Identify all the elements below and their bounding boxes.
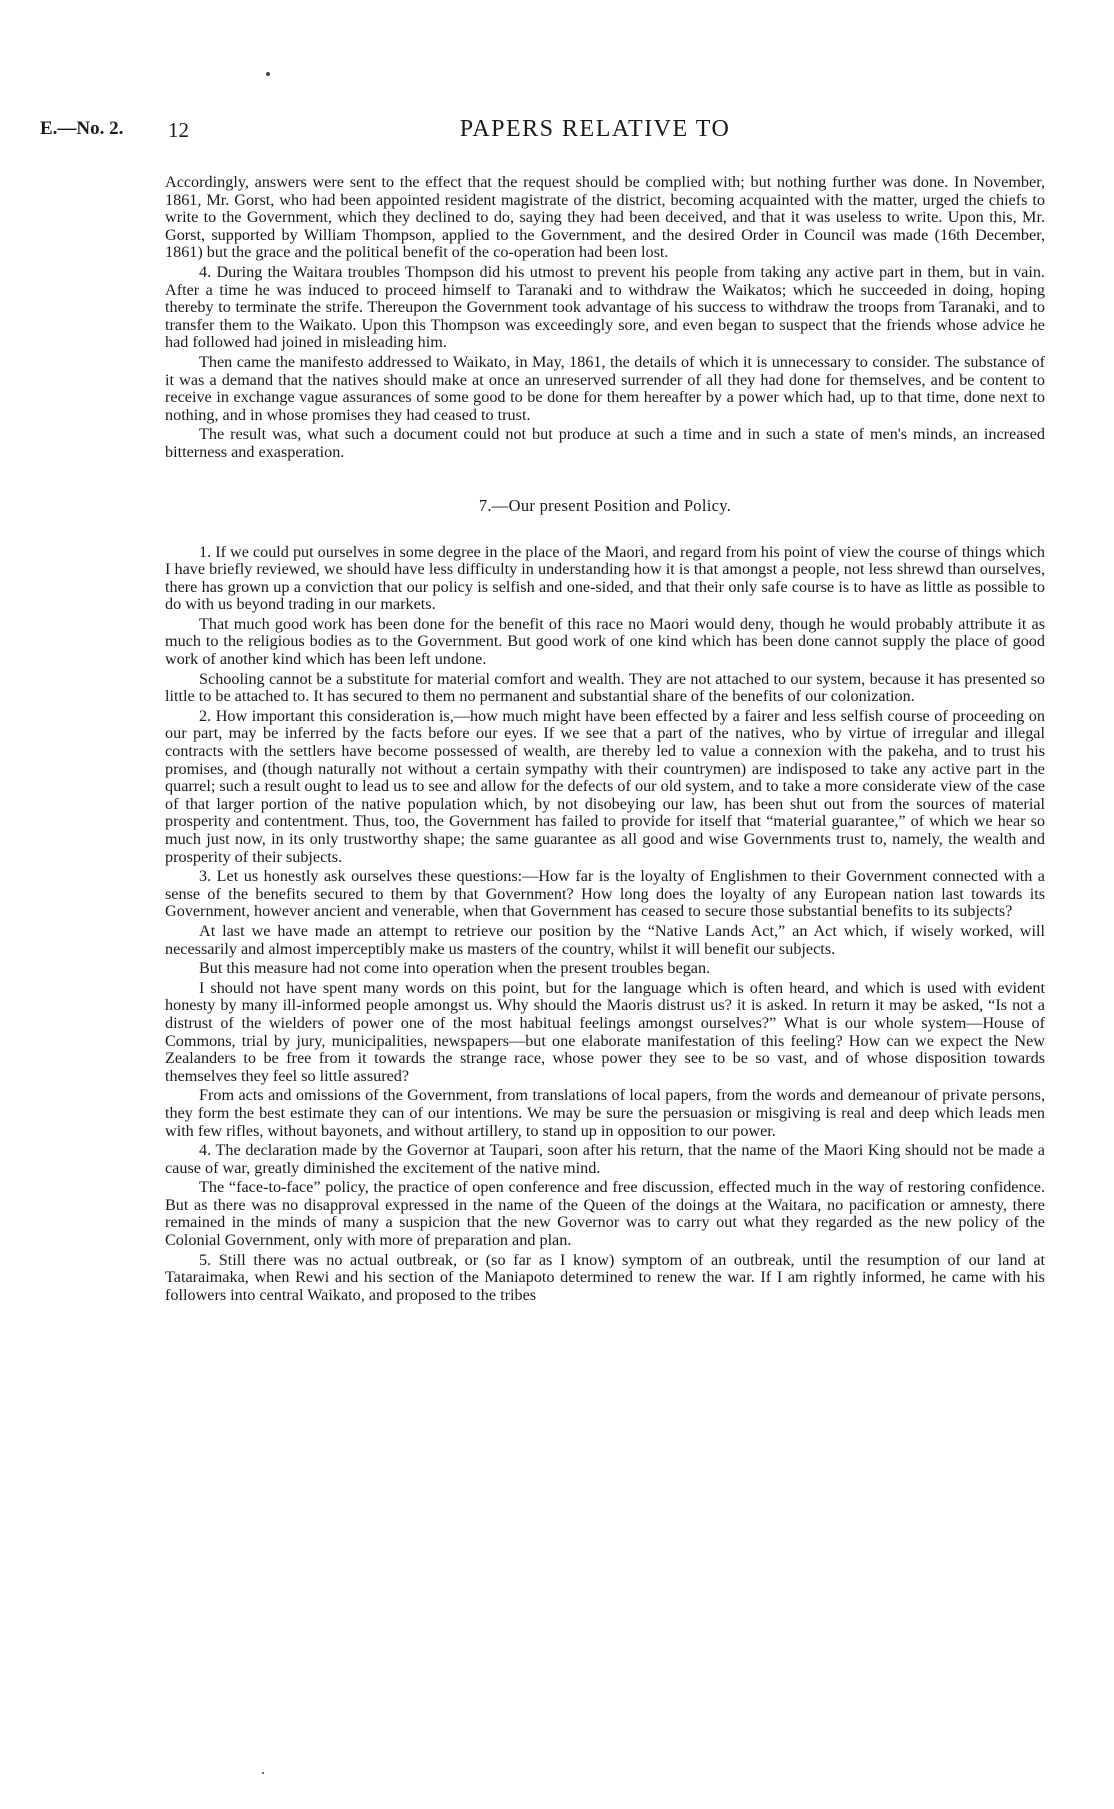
paragraph: That much good work has been done for the benefit of this race no Maori would deny, though he would probably attribute it as much to the religious bodies as to the Government. But good work of one kind which has been done cannot supply the place of good work of another kind which has been left undone. — [165, 614, 1045, 669]
paragraph: 4. The declaration made by the Governor at Taupari, soon after his return, that the name of the Maori King should not be made a cause of war, greatly diminished the excitement of the native mind. — [165, 1141, 1045, 1177]
paragraph: Schooling cannot be a substitute for material comfort and wealth. They are not attached to our system, because it has presented so little to be attached to. It has secured to them no permanent and substantial share of the benefits of our colonization. — [165, 669, 1045, 706]
document-number: E.—No. 2. — [40, 118, 124, 139]
paragraph: 5. Still there was no actual outbreak, or (so far as I know) symptom of an outbreak, until the resumption of our land at Tataraimaka, when Rewi and his section of the Maniapoto determined to renew the war. If I am rightly informed, he came with his followers into central Waikato, and proposed to the tribes — [165, 1250, 1045, 1304]
paragraph: The result was, what such a document could not but produce at such a time and in such a state of men's minds, an increased bitterness and exasperation. — [165, 425, 1045, 461]
ink-speck — [262, 1772, 264, 1774]
document-body — [165, 174, 1045, 1306]
paragraph: Then came the manifesto addressed to Waikato, in May, 1861, the details of which it is unnecessary to consider. The substance of it was a demand that the natives should make at once an unreserved surrender of all they had done for themselves, and be content to receive in exchange vague assurances of some good to be done for them hereafter by a power which had, up to that time, done next to nothing, and in whose promises they had ceased to trust. — [165, 352, 1045, 424]
page-number: 12 — [168, 118, 189, 142]
paragraph: The “face-to-face” policy, the practice of open conference and free discussion, effected much in the way of restoring confidence. But as there was no disapproval expressed in the name of the Queen of the doings at the Waitara, no pacification or amnesty, there remained in the minds of many a suspicion that the new Governor was to carry out what they regarded as the new policy of the Colonial Government, only with more of preparation and plan. — [165, 1178, 1045, 1250]
page-header — [40, 118, 1070, 152]
paragraph: At last we have made an attempt to retrieve our position by the “Native Lands Act,” an Act which, if wisely worked, will necessarily and almost imperceptibly make us masters of the country, whilst it will benefit our subjects. — [165, 921, 1045, 958]
section-heading: 7.—Our present Position and Policy. — [478, 495, 732, 515]
paragraph: But this measure had not come into operation when the present troubles began. — [199, 959, 711, 978]
paragraph: 4. During the Waitara troubles Thompson did his utmost to prevent his people from taking any active part in them, but in vain. After a time he was induced to proceed himself to Taranaki and to withdraw the Waikatos; which he succeeded in doing, hoping thereby to terminate the strife. Thereupon the Government took advantage of his success to withdraw the troops from Taranaki, and to transfer them to the Waikato. Upon this Thompson was exceedingly sore, and even began to suspect that the friends whose advice he had followed had joined in misleading him. — [165, 262, 1045, 352]
paragraph: Accordingly, answers were sent to the effect that the request should be complied with; but nothing further was done. In November, 1861, Mr. Gorst, who had been appointed resident magistrate of the district, becoming acquainted with the matter, urged the chiefs to write to the Government, which they declined to do, saying they had been deceived, and that it was useless to write. Upon this, Mr. Gorst, supported by William Thompson, applied to the Government, and the desired Order in Council was made (16th December, 1861) but the grace and the political benefit of the co-operation had been lost. — [165, 173, 1045, 262]
ink-speck — [266, 72, 270, 76]
paragraph: 3. Let us honestly ask ourselves these questions:—How far is the loyalty of Englishmen to their Government connected with a sense of the benefits secured to them by that Government? How long does the loyalty of any European nation last towards its Government, however ancient and venerable, when that Government has ceased to secure those substantial benefits to its subjects? — [165, 867, 1045, 921]
running-title: PAPERS RELATIVE TO — [459, 116, 731, 142]
paragraph: I should not have spent many words on this point, but for the language which is often heard, and which is used with evident honesty by many ill-informed people amongst us. Why should the Maoris distrust us? it is asked. In return it may be asked, “Is not a distrust of the wielders of power one of the most habitual feelings amongst ourselves?” What is our whole system—House of Commons, trial by jury, municipalities, newspapers—but one elaborate manifestation of this feeling? How can we expect the New Zealanders to be free from it towards the strange race, whose power they see to be so vast, and of whose disposition towards themselves they feel so little assured? — [165, 978, 1045, 1085]
paragraph: 2. How important this consideration is,—how much might have been effected by a fairer and less selfish course of proceeding on our part, may be inferred by the facts before our eyes. If we see that a part of the natives, who by virtue of irregular and illegal contracts with the settlers have become possessed of wealth, are thereby led to value a connexion with the pakeha, and to trust his promises, and (though naturally not without a certain sympathy with their countrymen) are indisposed to take any active part in the quarrel; such a result ought to lead us to see and allow for the defects of our old system, and to take a more considerate view of the case of that larger portion of the native population which, by not disobeying our law, has been shut out from the sources of material prosperity and contentment. Thus, too, the Government has failed to provide for itself that “material guarantee,” of which we hear so much just now, in its only trustworthy shape; the same guarantee as all good and wise Governments trust to, namely, the wealth and prosperity of their subjects. — [165, 706, 1045, 866]
paragraph: 1. If we could put ourselves in some degree in the place of the Maori, and regard from his point of view the course of things which I have briefly reviewed, we should have less difficulty in understanding how it is that amongst a people, not less shrewd than ourselves, there has grown up a conviction that our policy is selfish and one-sided, and that their only safe course is to have as little as possible to do with us beyond trading in our markets. — [165, 542, 1046, 614]
paragraph: From acts and omissions of the Government, from translations of local papers, from the words and demeanour of private persons, they form the best estimate they can of our intentions. We may be sure the persuasion or misgiving is real and deep which leads men with few rifles, without bayonets, and without artillery, to stand up in opposition to our power. — [165, 1086, 1045, 1140]
